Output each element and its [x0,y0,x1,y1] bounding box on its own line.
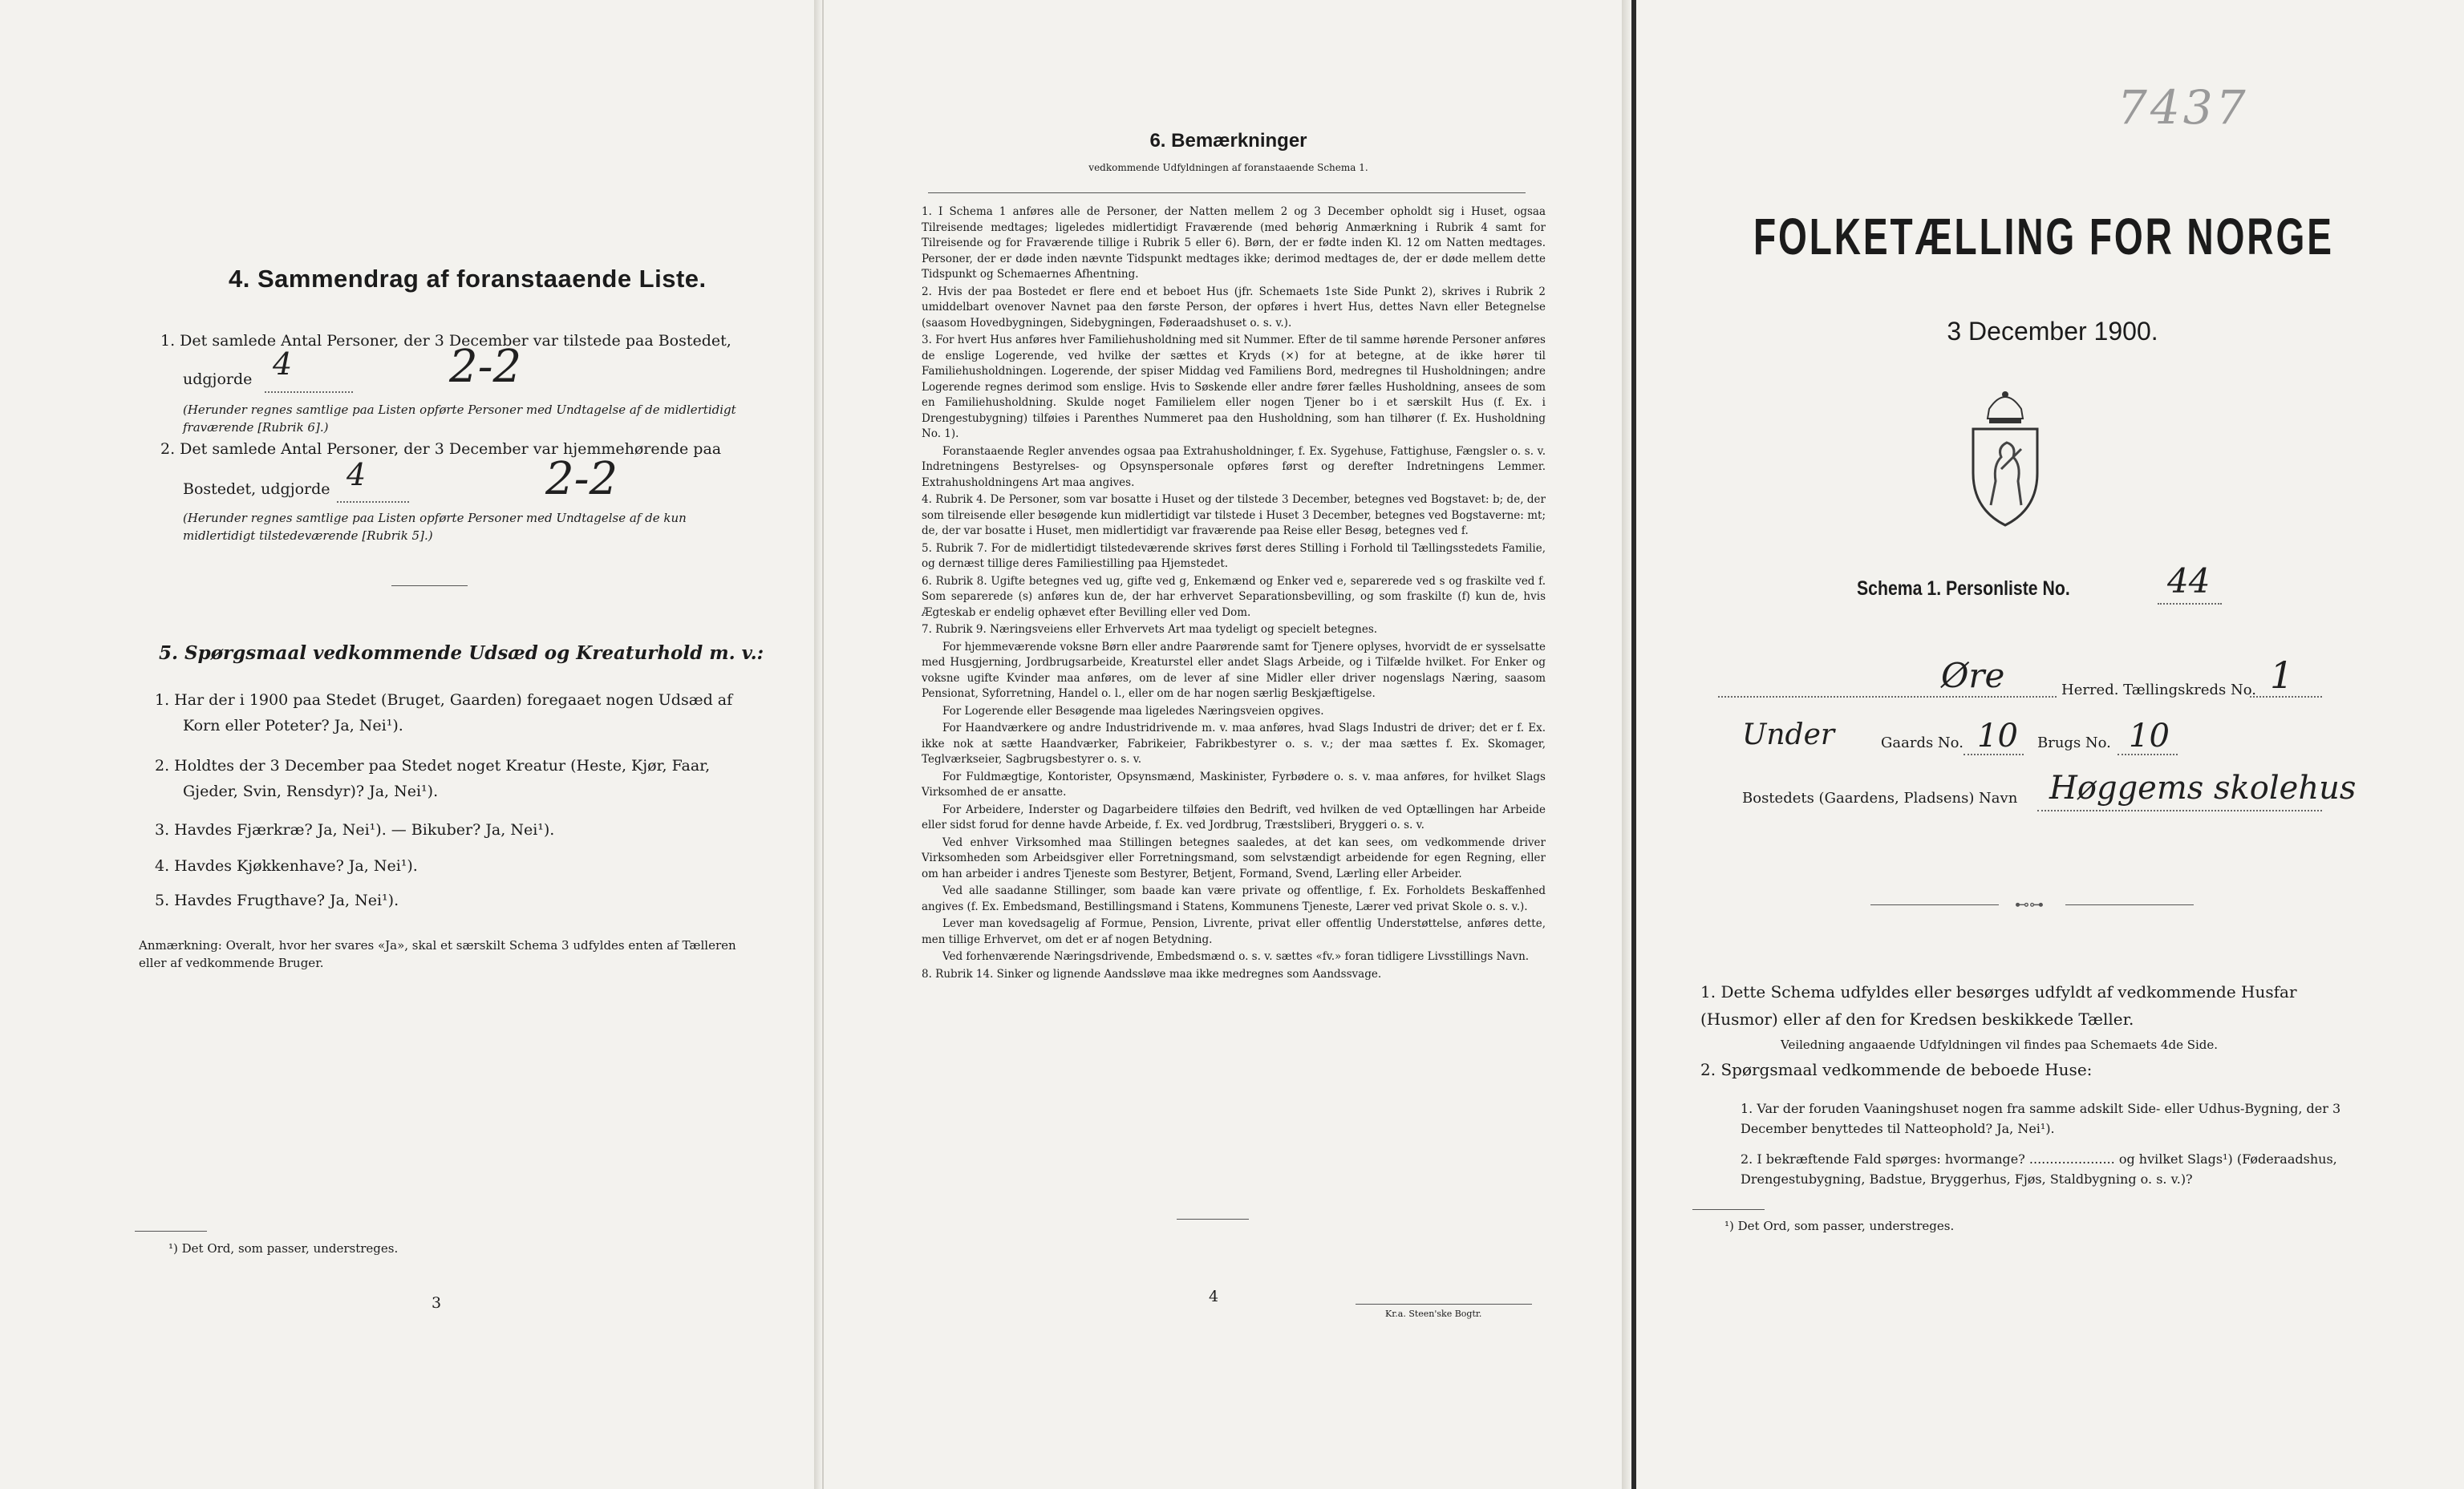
handwritten-herred: Øre [1941,656,2005,695]
norway-coat-of-arms-icon [1965,385,2045,529]
remarks-list [922,204,1546,984]
handwritten-count-1a: 4 [273,346,293,382]
remark-paragraph: Ved enhver Virksomhed maa Stillingen betegnes saaledes, at det kan sees, om vedkommende driver Virksomheden som Arbeidsgiver eller Forretningsmand, som selvstændigt arbeidende for egen Regning, eller om han arbeider i andres Tjeneste som Bestyrer, Betjent, Formand, Svend, Lærling eller Arbeider. [922,836,1546,880]
instruction-1: 1. Dette Schema udfyldes eller besørges udfyldt af vedkommende Husfar (Husmor) eller af den for Kredsen beskikkede Tæller. [1700,982,2297,1029]
remark-note: Anmærkning: Overalt, hvor her svares «Ja», skal et særskilt Schema 3 udfyldes enten af Tælleren eller af vedkommende Bruger. [139,938,736,970]
summary-item-1-note: (Herunder regnes samtlige paa Listen opførte Personer med Undtagelse af de midlertidigt fraværende [Rubrik 6].) [183,403,736,435]
archive-number: 7437 [2118,80,2249,135]
page-4 [822,0,1631,1489]
remark-paragraph: 5. Rubrik 7. For de midlertidigt tilstedeværende skrives først deres Stilling i Forhold til Tællingsstedets Familie, og dernæst tillige deres Familiestilling paa Hjemstedet. [922,541,1546,570]
footnote-cover: ¹) Det Ord, som passer, understreges. [1724,1219,1955,1233]
page-number-3: 3 [432,1294,442,1312]
question-3: 3. Havdes Fjærkræ? Ja, Nei¹). — Bikuber? Ja, Nei¹). [155,821,555,839]
ornament-icon: ⊷⊶ [2015,896,2044,913]
cover-page [1631,0,2464,1489]
remark-paragraph: 4. Rubrik 4. De Personer, som var bosatte i Huset og der tilstede 3 December, betegnes ved Bogstavet: b; de, der som tilreisende eller besøgende kun midlertidigt var tilstede i Huset 3 December, betegnes ved Bogstaverne: mt; de, der var bosatte i Huset, men midlertidigt var fraværende paa Reise eller Besøg, betegnes ved f. [922,493,1546,537]
handwritten-brugs-no: 10 [2129,718,2170,755]
question-5: 5. Havdes Frugthave? Ja, Nei¹). [155,892,399,909]
remark-paragraph: Foranstaaende Regler anvendes ogsaa paa Extrahusholdninger, f. Ex. Sygehuse, Fattighuse, Fængsler o. s. v. Indretningens Bestyrelses- og Opsynspersonale opføres først og derefter Indretningens Lemmer. Extrahusholdningens Art maa angives. [922,444,1546,489]
handwritten-count-1b: 2-2 [449,341,522,393]
schema-label: Schema 1. Personliste No. [1857,577,2070,600]
section-4-title: 4. Sammendrag af foranstaaende Liste. [229,265,707,293]
printer-imprint: Kr.a. Steen'ske Bogtr. [1385,1309,1482,1319]
remark-paragraph: For hjemmeværende voksne Børn eller andre Paarørende samt for Tjenere oplyses, hvorvidt de er sysselsatte med Husgjerning, Jordbrugsarbeide, Kreaturstel eller andet Slags Arbeide, og i Tilfælde hvilket. For Enker og voksne ugifte Kvinder maa anføres, om de lever af sine Midler eller driver nogenslags Næring, saasom Pensionat, Syforretning, Handel o. l., eller om de har nogen særlig Beskjæftigelse. [922,640,1546,700]
page-3 [0,0,822,1489]
remark-paragraph: 6. Rubrik 8. Ugifte betegnes ved ug, gifte ved g, Enkemænd og Enker ved e, separerede ved s og fraskilte ved f. Som separerede (s) anføres kun de, der har erhvervet Separationsbevilling, og som fraskilte (f) kun de, hvis Ægteskab er endelig ophævet efter Bevilling eller ved Dom. [922,574,1546,619]
summary-item-2: 2. Det samlede Antal Personer, der 3 December var hjemmehørende paa [160,440,722,458]
remarks-title: 6. Bemærkninger [1149,130,1307,152]
remark-paragraph: 2. Hvis der paa Bostedet er flere end et beboet Hus (jfr. Schemaets 1ste Side Punkt 2), skrives i Rubrik 2 umiddelbart ovenover Navnet paa den første Person, der opføres i hvert Hus, dettes Navn eller Betegnelse (saasom Hovedbygningen, Sidebygningen, Føderaadshuset o. s. v.). [922,285,1546,330]
herred-label: Herred. Tællingskreds No. [2061,682,2256,698]
remark-paragraph: For Fuldmægtige, Kontorister, Opsynsmænd, Maskinister, Fyrbødere o. s. v. maa anføres, for hvilket Slags Virksomhed de er ansatte. [922,770,1546,799]
summary-item-2-note: (Herunder regnes samtlige paa Listen opførte Personer med Undtagelse af de kun midlertidigt tilstedeværende [Rubrik 5].) [183,511,687,543]
remark-paragraph: For Haandværkere og andre Industridrivende m. v. maa anføres, hvad Slags Industri de driver; det er f. Ex. ikke nok at sætte Haandværker, Fabrikeier, Fabrikbestyrer o. s. v.; der maa sættes f. Ex. Skomager, Teglværkseier, Sagbrugsbestyrer o. s. v. [922,722,1546,766]
section-5-title: 5. Spørgsmaal vedkommende Udsæd og Kreaturhold m. v.: [159,642,764,664]
remark-paragraph: For Logerende eller Besøgende maa ligeledes Næringsveien opgives. [942,704,1324,718]
remark-paragraph: Ved forhenværende Næringsdrivende, Embedsmænd o. s. v. sættes «fv.» foran tidligere Livsstillings Navn. [942,950,1530,963]
remarks-subtitle: vedkommende Udfyldningen af foranstaaende Schema 1. [1088,162,1368,173]
question-2a: 2. Holdtes der 3 December paa Stedet noget Kreatur (Heste, Kjør, Faar, [155,757,711,775]
handwritten-kreds-no: 1 [2270,653,2294,697]
remark-paragraph: For Arbeidere, Inderster og Dagarbeidere tilføies den Bedrift, ved hvilken de ved Optællingen har Arbeide eller sidst forud for denne havde Arbeide, f. Ex. ved Jordbrug, Træstsliberi, Bryggeri o. s. v. [922,803,1546,831]
gaard-label: Gaards No. [1881,734,1964,751]
page-number-4: 4 [1209,1288,1219,1305]
remark-paragraph: Ved alle saadanne Stillinger, som baade kan være private og offentlige, f. Ex. Forholdets Beskaffenhed angives (f. Ex. Embedsmand, Bestillingsmand i Statens, Kommunens Tjeneste, Lærer ved privat Skole o. s. v.). [922,884,1546,913]
brugs-label: Brugs No. [2037,734,2111,751]
remark-paragraph: 7. Rubrik 9. Næringsveiens eller Erhvervets Art maa tydeligt og specielt betegnes. [922,623,1378,636]
instruction-2: 2. Spørgsmaal vedkommende de beboede Huse: [1700,1060,2093,1079]
question-1b: Korn eller Poteter? Ja, Nei¹). [183,717,403,734]
question-2b: Gjeder, Svin, Rensdyr)? Ja, Nei¹). [183,783,439,800]
handwritten-bosted-name: Høggems skolehus [2049,770,2357,807]
handwritten-count-2a: 4 [346,457,367,492]
handwritten-gaard-prefix: Under [1742,718,1835,751]
question-4: 4. Havdes Kjøkkenhave? Ja, Nei¹). [155,857,418,875]
remark-paragraph: 8. Rubrik 14. Sinker og lignende Aandssløve maa ikke medregnes som Aandssvage. [922,967,1382,981]
handwritten-count-2b: 2-2 [545,453,618,505]
remark-paragraph: 3. For hvert Hus anføres hver Familiehusholdning med sit Nummer. Efter de til samme hørende Personer anføres de enslige Logerende, ved hvilke der sættes et Kryds (×) for at betegne, at de ikke hører til Familiehusholdningen. Logerende, der spiser Middag ved Familiens Bord, medregnes til Husholdningen; andre Logerende regnes derimod som enslige. Hvis to Søskende eller andre fører fælles Husholdning, ansees de som en Familiehusholdning. Skulde noget Familielem eller nogen Tjener bo i et særskilt Hus (f. Ex. i Drengestubygning) tilføies i Parenthes Nummeret paa den Husholdning, som han tilhører (f. Ex. Husholdning No. 1). [922,334,1546,440]
remark-paragraph: 1. I Schema 1 anføres alle de Personer, der Natten mellem 2 og 3 December opholdt sig i Huset, ogsaa Tilreisende medtages; ligeledes midlertidigt Fraværende (med behørig Anmærkning i Rubrik 4 samt for Tilreisende og for Fraværende tillige i Rubrik 5 eller 6). Børn, der er fødte inden Kl. 12 om Natten medtages. Personer, der er døde inden nævnte Tidspunkt medtages ikke; derimod medtages de, der er døde mellem dette Tidspunkt og Schemaernes Afhentning. [922,205,1546,281]
census-date: 3 December 1900. [1947,317,2158,346]
summary-item-1: 1. Det samlede Antal Personer, der 3 December var tilstede paa Bostedet, [160,332,732,350]
handwritten-gaard-no: 10 [1977,718,2018,755]
summary-item-2-label: Bostedet, udgjorde [183,480,330,498]
handwritten-personliste-no: 44 [2167,561,2211,601]
census-title: FOLKETÆLLING FOR NORGE [1753,208,2334,265]
question-1a: 1. Har der i 1900 paa Stedet (Bruget, Gaarden) foregaaet nogen Udsæd af [155,691,733,709]
house-question-2: 2. I bekræftende Fald spørges: hvormange? ..................... og hvilket Slags¹) (Føderaadshus, Drengestubygning, Badstue, Bryggerhus, Fjøs, Staldbygning o. s. v.)? [1741,1151,2337,1187]
instruction-1-note: Veiledning angaaende Udfyldningen vil findes paa Schemaets 4de Side. [1781,1038,2219,1052]
house-question-1: 1. Var der foruden Vaaningshuset nogen fra samme adskilt Side- eller Udhus-Bygning, der 3 December benyttedes til Natteophold? Ja, Nei¹). [1741,1101,2341,1136]
bosted-label: Bostedets (Gaardens, Pladsens) Navn [1742,790,2018,807]
summary-item-1-label: udgjorde [183,370,253,388]
footnote-page-3: ¹) Det Ord, som passer, understreges. [168,1241,399,1256]
remark-paragraph: Lever man kovedsagelig af Formue, Pension, Livrente, privat eller offentlig Understøttelse, anføres dette, men tillige Erhvervet, om det er af nogen Betydning. [922,917,1546,946]
